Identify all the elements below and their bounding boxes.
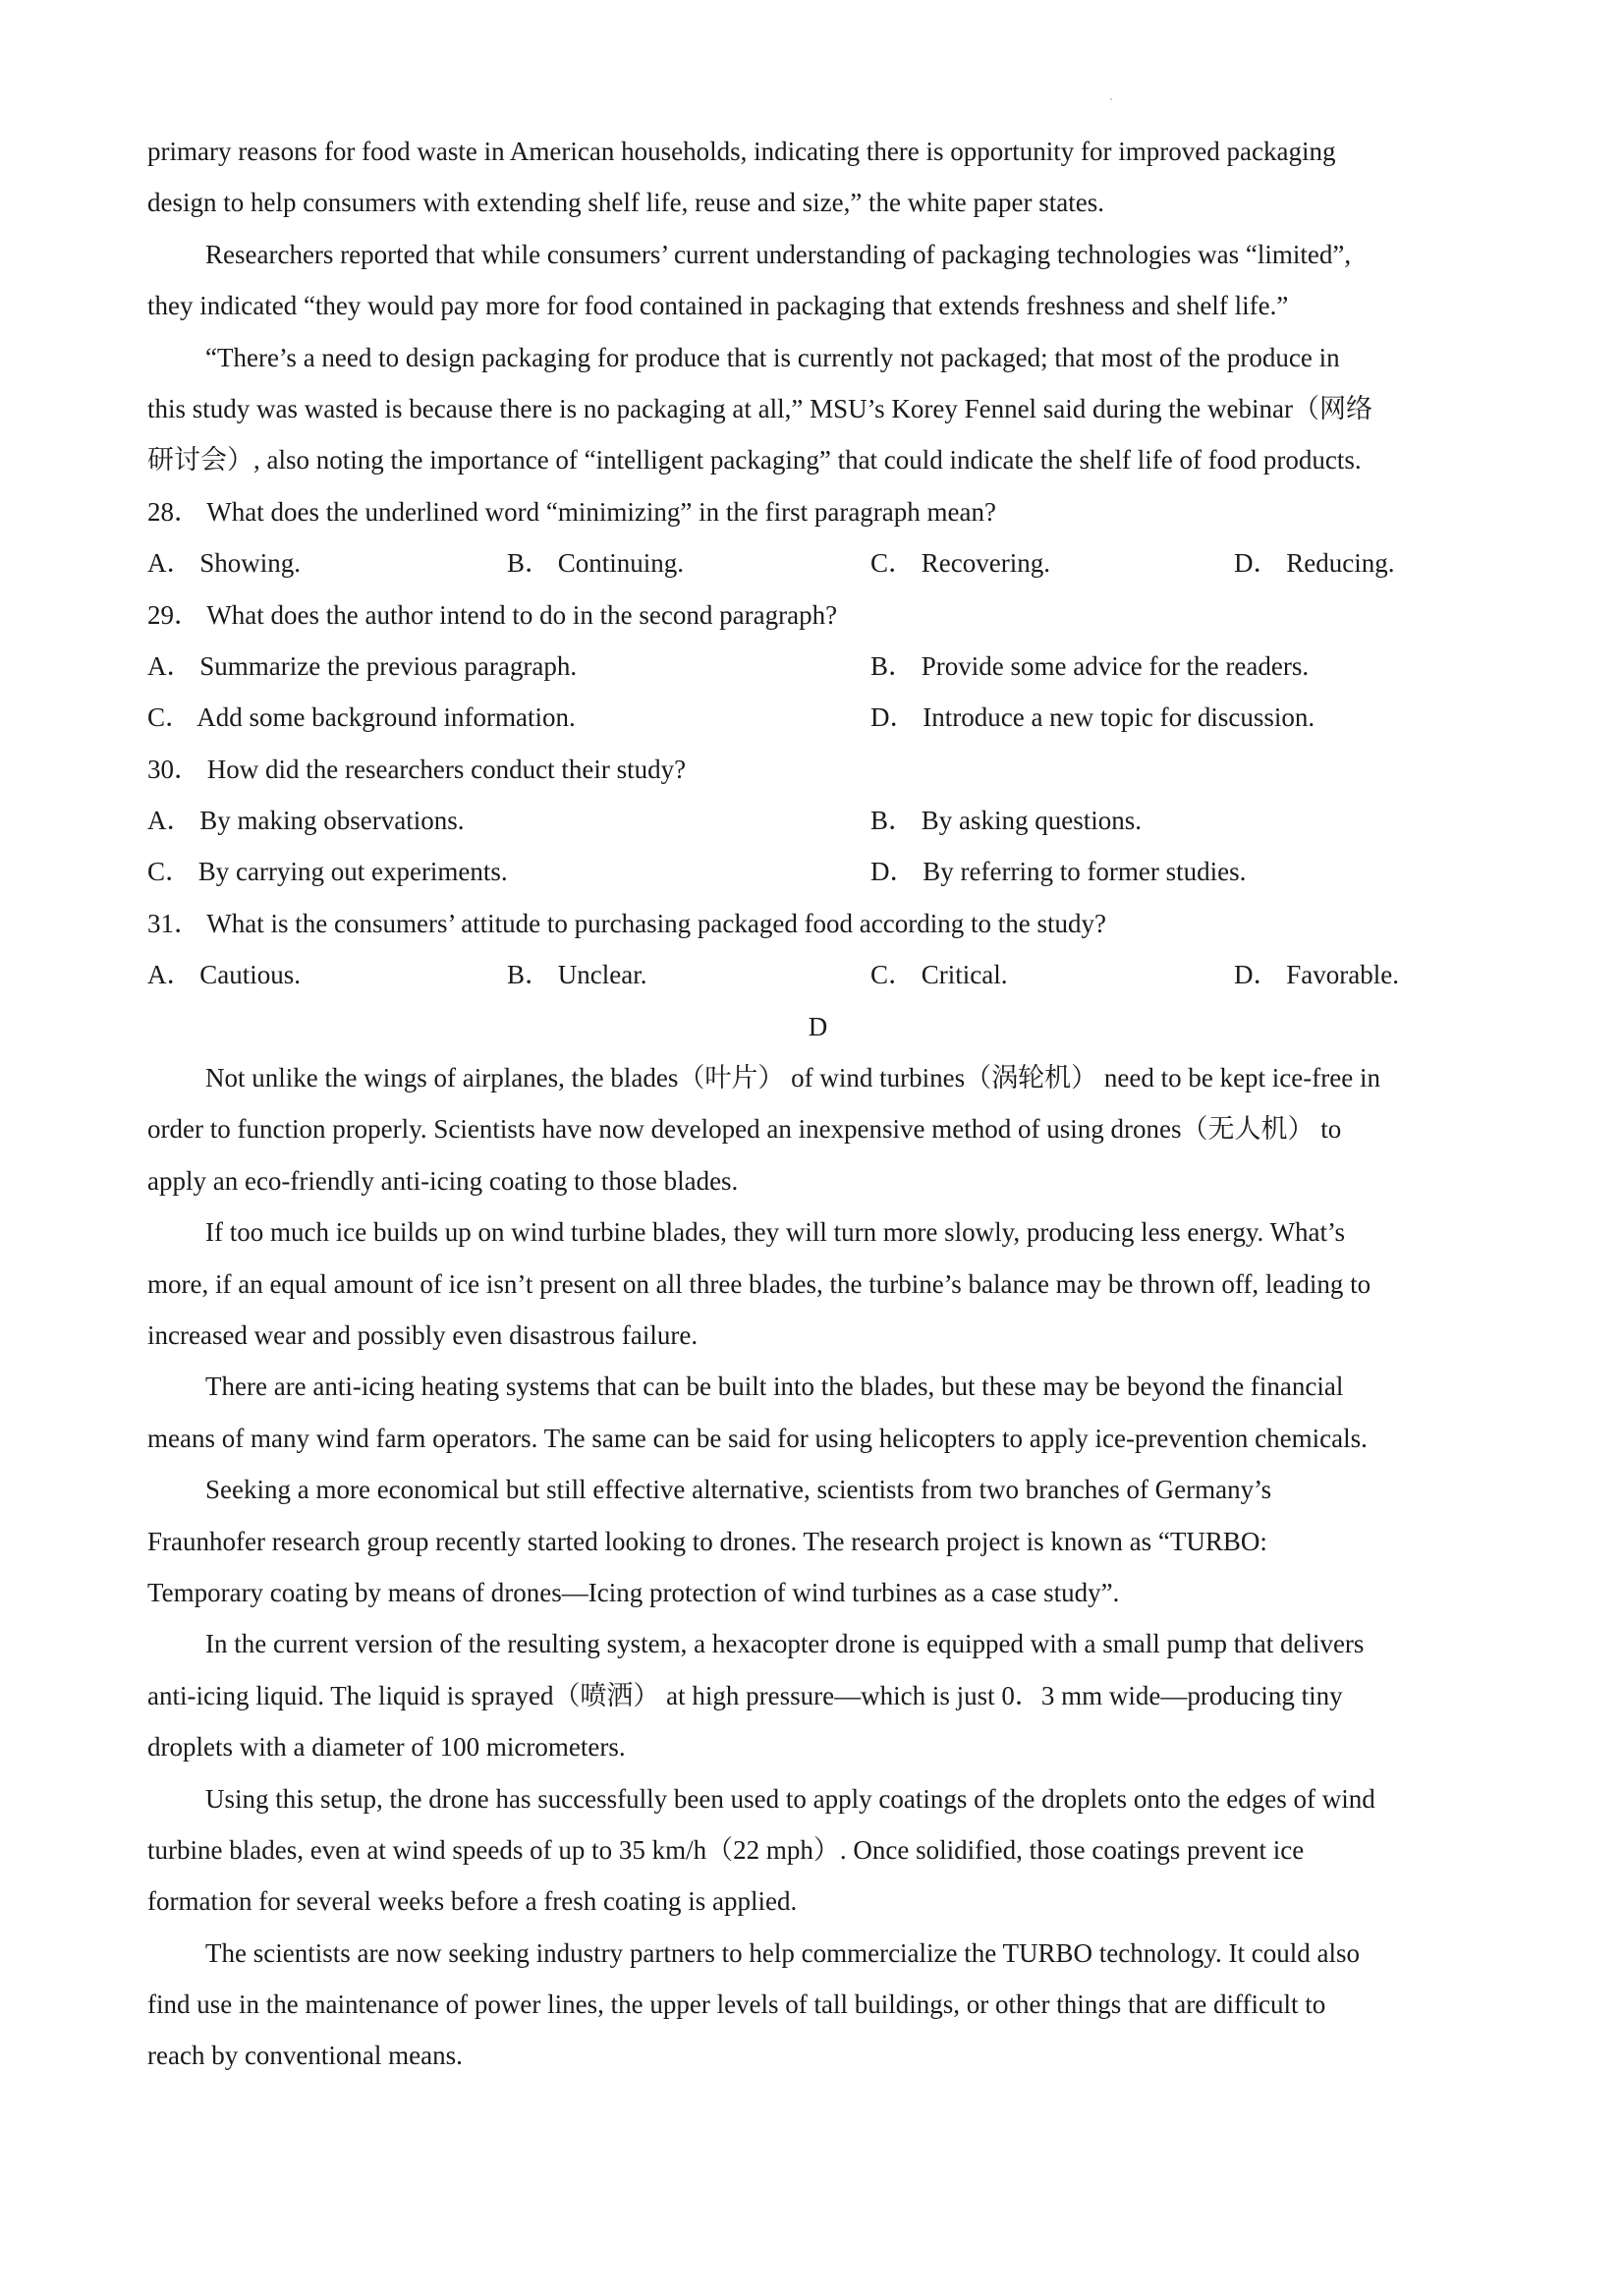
text-line: means of many wind farm operators. The same can be said for using helicopters to apply ice-prevention chemicals.: [147, 1423, 1368, 1453]
option-b: B． By asking questions.: [870, 806, 1143, 836]
passage-d-paragraph: [147, 1361, 1488, 1464]
text-line: The scientists are now seeking industry partners to help commercialize the TURBO technology. It could also: [205, 1937, 1360, 1968]
question-stem: 31． What is the consumers’ attitude to purchasing packaged food according to the study?: [147, 908, 1106, 938]
passage-d-paragraph: [147, 1206, 1488, 1361]
text-line: find use in the maintenance of power lines, the upper levels of tall buildings, or other things that are difficult to: [147, 1989, 1326, 2020]
text-line: reach by conventional means.: [147, 2041, 463, 2071]
question-stem: 30． How did the researchers conduct their study?: [147, 754, 687, 784]
option-d: D． Reducing.: [1234, 548, 1395, 579]
option-b: B． Provide some advice for the readers.: [870, 650, 1310, 681]
option-c: C． Recovering.: [870, 548, 1050, 579]
text-line: Using this setup, the drone has successfully been used to apply coatings of the droplets onto the edges of wind: [205, 1783, 1375, 1814]
text-line: There are anti-icing heating systems that can be built into the blades, but these may be beyond the financial: [205, 1372, 1344, 1402]
question-30: [147, 744, 1488, 898]
options-row: [147, 641, 1488, 692]
text-line: order to function properly. Scientists have now developed an inexpensive method of using drones（无人机） to: [147, 1114, 1342, 1145]
section-heading: D: [808, 1011, 828, 1041]
text-line: Not unlike the wings of airplanes, the blades（叶片） of wind turbines（涡轮机） need to be kept ice-free in: [205, 1063, 1380, 1093]
text-line: Seeking a more economical but still effective alternative, scientists from two branches of Germany’s: [205, 1475, 1272, 1505]
option-a: A． Showing.: [147, 548, 302, 579]
option-b: B． Continuing.: [507, 548, 685, 579]
text-line: they indicated “they would pay more for food contained in packaging that extends freshness and shelf life.”: [147, 291, 1289, 321]
option-c: C． Add some background information.: [147, 702, 576, 733]
option-b: B． Unclear.: [507, 960, 647, 990]
options-row: [147, 537, 1488, 588]
option-d: D． Favorable.: [1234, 960, 1399, 990]
text-line: In the current version of the resulting system, a hexacopter drone is equipped with a small pump that delivers: [205, 1629, 1365, 1659]
question-stem: 29． What does the author intend to do in the second paragraph?: [147, 599, 838, 630]
text-line: apply an eco-friendly anti-icing coating to those blades.: [147, 1165, 739, 1196]
passage-d-paragraph: [147, 1773, 1488, 1928]
text-line: 研讨会）, also noting the importance of “intelligent packaging” that could indicate the shelf life of food products.: [147, 445, 1362, 476]
option-c: C． Critical.: [870, 960, 1008, 990]
text-line: this study was wasted is because there is no packaging at all,” MSU’s Korey Fennel said during the webinar（网络: [147, 393, 1372, 423]
page-content: [147, 126, 1488, 2082]
text-line: more, if an equal amount of ice isn’t present on all three blades, the turbine’s balance may be thrown off, leading to: [147, 1268, 1371, 1299]
text-line: If too much ice builds up on wind turbine blades, they will turn more slowly, producing less energy. What’s: [205, 1217, 1346, 1248]
options-row: [147, 692, 1488, 743]
option-a: A． Summarize the previous paragraph.: [147, 650, 578, 681]
question-28: [147, 486, 1488, 589]
text-line: turbine blades, even at wind speeds of up to 35 km/h（22 mph）. Once solidified, those coatings prevent ice: [147, 1834, 1305, 1865]
text-line: anti-icing liquid. The liquid is sprayed（喷洒） at high pressure—which is just 0．3 mm wide—producing tiny: [147, 1680, 1343, 1710]
passage-d-paragraph: [147, 1464, 1488, 1618]
scan-speck: [1110, 98, 1112, 100]
text-line: increased wear and possibly even disastrous failure.: [147, 1319, 699, 1350]
passage-c-paragraph: [147, 229, 1488, 332]
question-stem: 28． What does the underlined word “minimizing” in the first paragraph mean?: [147, 496, 996, 527]
option-a: A． Cautious.: [147, 960, 302, 990]
question-31: [147, 898, 1488, 1001]
passage-d-paragraph: [147, 1928, 1488, 2082]
text-line: formation for several weeks before a fresh coating is applied.: [147, 1886, 798, 1917]
option-a: A． By making observations.: [147, 806, 465, 836]
option-d: D． By referring to former studies.: [870, 857, 1247, 887]
text-line: “There’s a need to design packaging for produce that is currently not packaged; that most of the produce in: [205, 342, 1340, 372]
options-row: [147, 846, 1488, 897]
options-row: [147, 795, 1488, 846]
text-line: Researchers reported that while consumers’ current understanding of packaging technologies was “limited”,: [205, 239, 1352, 269]
option-d: D． Introduce a new topic for discussion.: [870, 702, 1315, 733]
passage-c-paragraph: [147, 332, 1488, 486]
passage-d-paragraph: [147, 1052, 1488, 1206]
option-c: C． By carrying out experiments.: [147, 857, 508, 887]
text-line: design to help consumers with extending shelf life, reuse and size,” the white paper states.: [147, 188, 1104, 218]
text-line: Temporary coating by means of drones—Icing protection of wind turbines as a case study”.: [147, 1577, 1120, 1607]
passage-d-paragraph: [147, 1618, 1488, 1772]
text-line: Fraunhofer research group recently started looking to drones. The research project is known as “TURBO:: [147, 1526, 1267, 1556]
text-line: droplets with a diameter of 100 micrometers.: [147, 1732, 626, 1763]
text-line: primary reasons for food waste in American households, indicating there is opportunity for improved packaging: [147, 137, 1336, 166]
question-29: [147, 589, 1488, 744]
passage-c-paragraph: [147, 126, 1488, 229]
options-row: [147, 949, 1488, 1000]
